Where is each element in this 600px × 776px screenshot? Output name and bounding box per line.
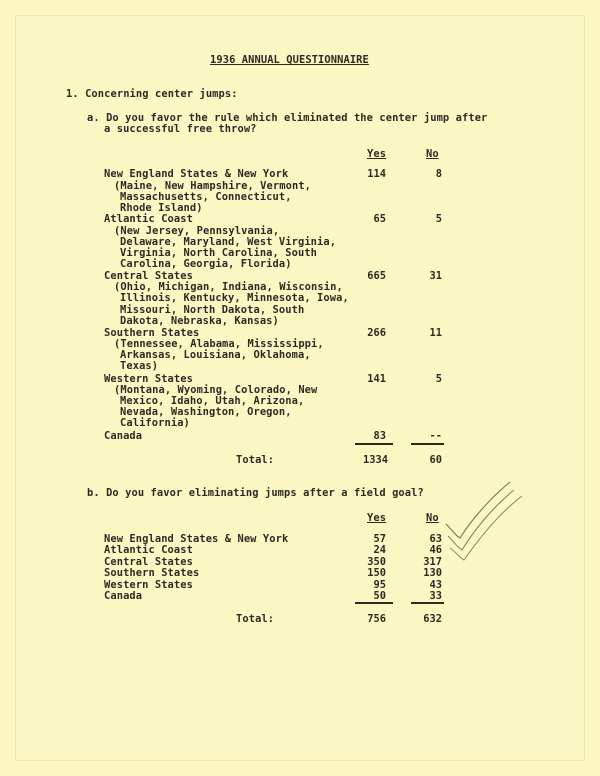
qa-region-states: (Tennessee, Alabama, Mississippi, (114, 338, 324, 350)
qa-yes-value: 141 (367, 373, 386, 385)
qa-region-states: (Montana, Wyoming, Colorado, New (114, 384, 318, 396)
qa-region-name: Central States (104, 270, 193, 282)
qb-total-yes: 756 (367, 613, 386, 625)
qa-yes-value: 83 (373, 430, 386, 442)
qa-yes-value: 266 (367, 327, 386, 339)
qa-region-states: Carolina, Georgia, Florida) (120, 258, 292, 270)
pencil-check-mark (440, 478, 530, 568)
qb-no-value: 63 (429, 533, 442, 545)
question-a-line1: a. Do you favor the rule which eliminated the center jump after (87, 112, 488, 124)
qb-yes-header: Yes (367, 512, 387, 524)
qa-region-name: New England States & New York (104, 168, 289, 180)
qa-yes-header: Yes (367, 148, 387, 160)
qa-region-name: Canada (104, 430, 143, 442)
qb-no-value: 317 (423, 556, 442, 568)
qb-region-name: Atlantic Coast (104, 544, 193, 556)
qa-no-value: -- (429, 430, 442, 442)
qa-region-states: Nevada, Washington, Oregon, (120, 406, 292, 418)
qa-total-no: 60 (429, 454, 442, 466)
qa-yes-value: 114 (367, 168, 386, 180)
qb-total-label: Total: (236, 613, 275, 625)
qa-region-states: Dakota, Nebraska, Kansas) (120, 315, 279, 327)
qb-no-total-rule (411, 602, 444, 604)
qa-region-states: Missouri, North Dakota, South (120, 304, 305, 316)
qb-no-value: 46 (429, 544, 442, 556)
qa-no-value: 11 (429, 327, 442, 339)
qa-region-name: Southern States (104, 327, 200, 339)
question-b-line1: b. Do you favor eliminating jumps after a field goal? (87, 487, 424, 499)
qa-region-states: (New Jersey, Pennsylvania, (114, 225, 280, 237)
qb-yes-value: 50 (373, 590, 386, 602)
qb-no-value: 33 (429, 590, 442, 602)
qa-region-states: (Maine, New Hampshire, Vermont, (114, 180, 312, 192)
qb-region-name: Canada (104, 590, 143, 602)
qa-region-states: Illinois, Kentucky, Minnesota, Iowa, (120, 292, 349, 304)
qb-yes-value: 150 (367, 567, 386, 579)
question-a-line2: a successful free throw? (104, 123, 257, 135)
qa-region-states: California) (120, 417, 190, 429)
qa-yes-total-rule (355, 443, 393, 445)
qb-region-name: Western States (104, 579, 193, 591)
qa-region-states: (Ohio, Michigan, Indiana, Wisconsin, (114, 281, 343, 293)
qa-no-header: No (426, 148, 439, 160)
qa-region-states: Virginia, North Carolina, South (120, 247, 318, 259)
qa-total-yes: 1334 (362, 454, 388, 466)
qa-no-value: 5 (435, 213, 442, 225)
qb-yes-value: 24 (373, 544, 386, 556)
qa-region-states: Delaware, Maryland, West Virginia, (120, 236, 337, 248)
qa-total-label: Total: (236, 454, 275, 466)
qb-yes-value: 57 (373, 533, 386, 545)
qb-no-value: 130 (423, 567, 442, 579)
qa-region-states: Texas) (120, 360, 159, 372)
qb-yes-total-rule (355, 602, 393, 604)
qb-yes-value: 350 (367, 556, 386, 568)
qa-no-value: 31 (429, 270, 442, 282)
qa-region-name: Western States (104, 373, 193, 385)
qb-no-value: 43 (429, 579, 442, 591)
qa-region-states: Massachusetts, Connecticut, (120, 191, 292, 203)
qa-no-value: 5 (435, 373, 442, 385)
qa-no-total-rule (411, 443, 444, 445)
qb-region-name: New England States & New York (104, 533, 289, 545)
qb-region-name: Southern States (104, 567, 200, 579)
qa-yes-value: 665 (367, 270, 386, 282)
qb-region-name: Central States (104, 556, 193, 568)
qb-total-no: 632 (423, 613, 442, 625)
qa-no-value: 8 (435, 168, 442, 180)
qa-yes-value: 65 (373, 213, 386, 225)
section-heading: 1. Concerning center jumps: (66, 88, 238, 100)
qb-yes-value: 95 (373, 579, 386, 591)
qa-region-states: Arkansas, Louisiana, Oklahoma, (120, 349, 311, 361)
qa-region-name: Atlantic Coast (104, 213, 193, 225)
qa-region-states: Mexico, Idaho, Utah, Arizona, (120, 395, 305, 407)
qa-region-states: Rhode Island) (120, 202, 203, 214)
page-title: 1936 ANNUAL QUESTIONNAIRE (210, 54, 369, 66)
qb-no-header: No (426, 512, 439, 524)
